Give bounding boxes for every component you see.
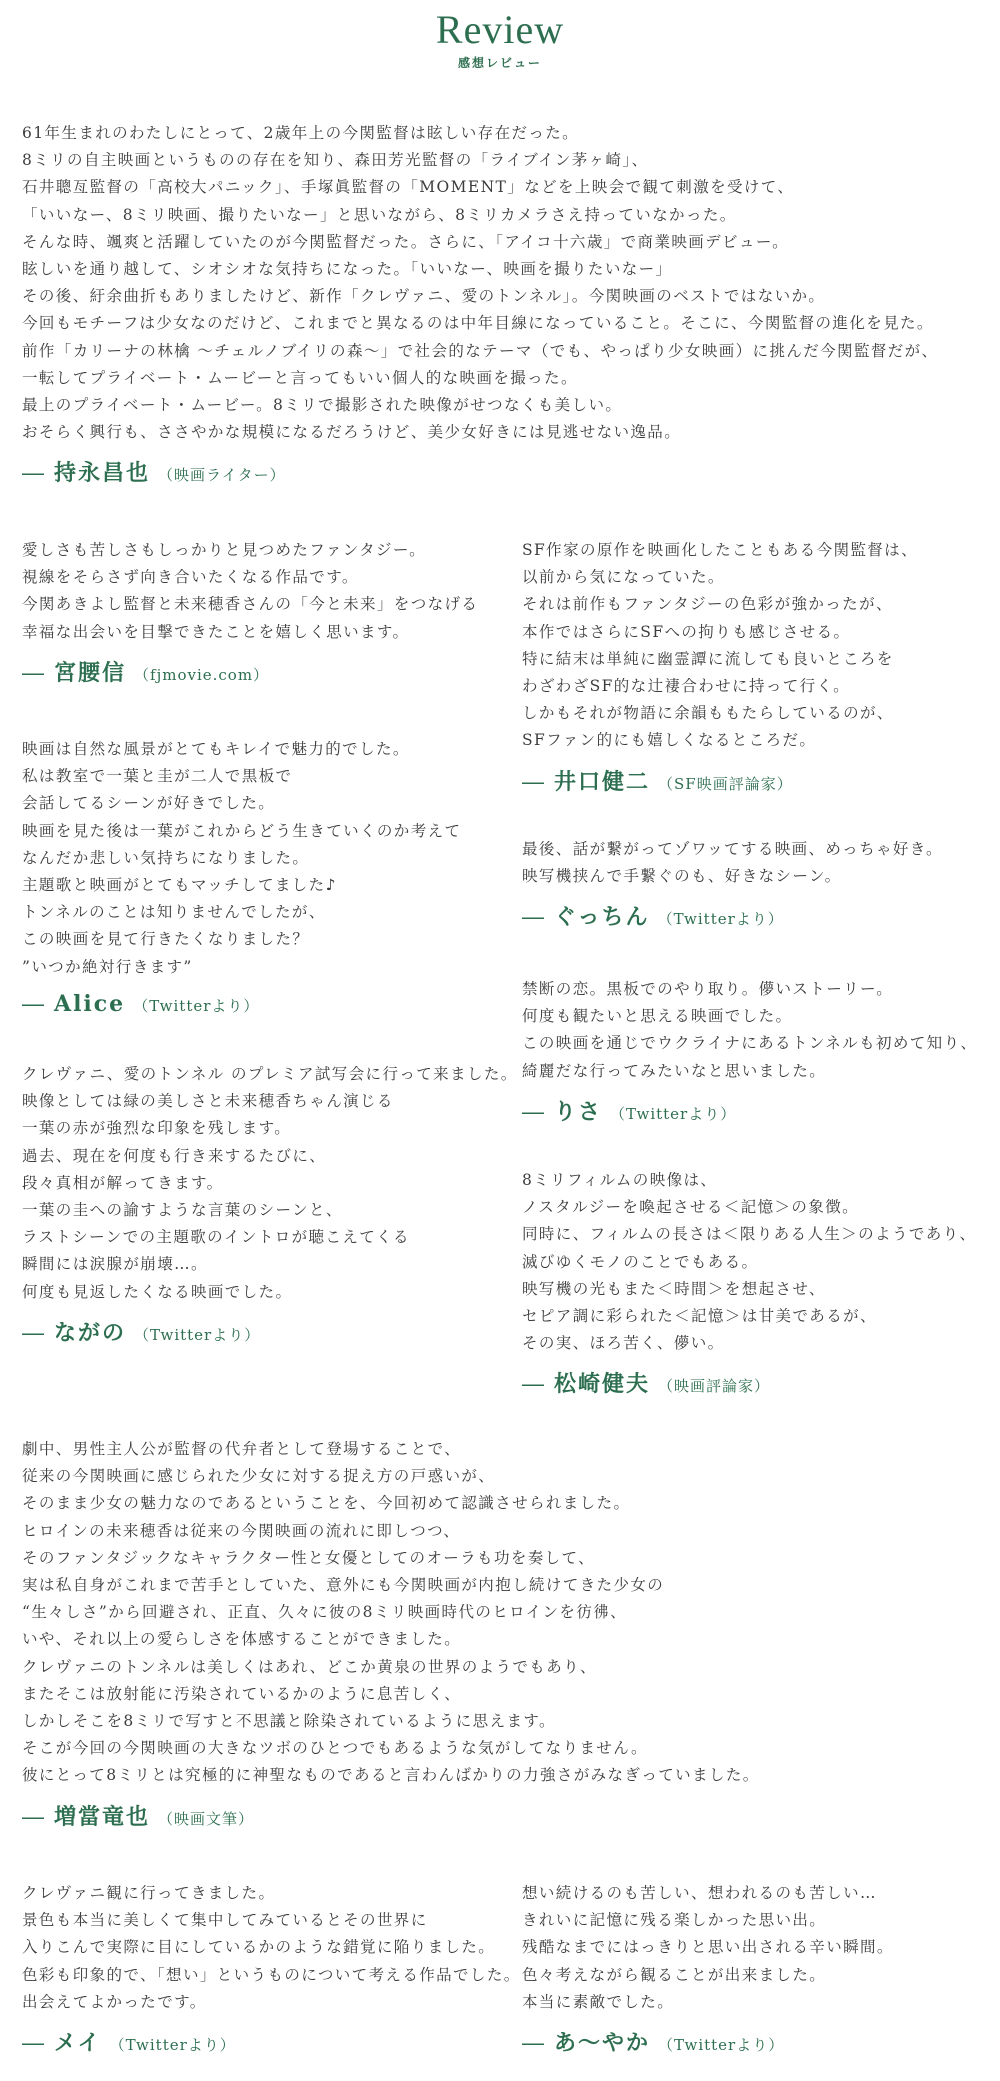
author-role: （Twitterより） xyxy=(657,910,784,929)
review-text: 想い続けるのも苦しい、想われるのも苦しい… きれいに記憶に残る楽しかった思い出。 残酷なまでにはっきりと思い出される辛い瞬間。 色々考えながら観ることが出来ました。 本当に素敵でした。 xyxy=(522,1884,894,2011)
author-role: （映画ライター） xyxy=(158,466,286,485)
review-author xyxy=(522,1095,977,1126)
review-text: SF作家の原作を映画化したこともある今関監督は、 以前から気になっていた。 それは前作もファンタジーの色彩が強かったが、 本作ではさらにSFへの拘りも感じさせる。 特に結末は単純に幽霊譚に流しても良いところを わざわざSF的な辻褄合わせに持って行く。 しかもそれが物語に余韻ももたらしているのが、 SFファン的にも嬉しくなるところだ。 xyxy=(522,541,918,750)
review-text: クレヴァニ観に行ってきました。 景色も本当に美しくて集中してみているとその世界に 入りこんで実際に目にしているかのような錯覚に陥りました。 色彩も印象的で、「想い」というものについて考える作品でした。 出会えてよかったです。 xyxy=(22,1884,521,2011)
review-author xyxy=(22,456,938,487)
review-text: 映画は自然な風景がとてもキレイで魅力的でした。 私は教室で一葉と圭が二人で黒板で 会話してるシーンが好きでした。 映画を見た後は一葉がこれからどう生きていくのか考えて なんだか悲しい気持ちになりました。 主題歌と映画がとてもマッチしてました♪ トンネルのことは知りませんでしたが、 この映画を見て行きたくなりました？ ”いつか絶対行きます” xyxy=(22,740,462,976)
author-name: 宮腰信 xyxy=(54,659,127,686)
author-dash: ― xyxy=(522,769,544,795)
author-dash: ― xyxy=(22,461,44,487)
review-text: 61年生まれのわたしにとって、2歳年上の今関監督は眩しい存在だった。 8ミリの自主映画というものの存在を知り、森田芳光監督の「ライブイン茅ヶ崎」、 石井聰亙監督の「高校大パニック」、手塚眞監督の「MOMENT」などを上映会で観て刺激を受けて、 「いいなー、8ミリ映画、撮りたいなー」と思いながら、8ミリカメラさえ持っていなかった。 そんな時、颯爽と活躍していたのが今関監督だった。さらに、「アイコ十六歳」で商業映画デビュー。 眩しいを通り越して、シオシオな気持ちになった。「いいなー、映画を撮りたいなー」 その後、紆余曲折もありましたけど、新作「クレヴァニ、愛のトンネル」。今関映画のベストではないか。 今回もモチーフは少女なのだけど、これまでと異なるのは中年目線になっていること。そこに、今関監督の進化を見た。 前作「カリーナの林檎 ～チェルノブイリの森～」で社会的なテーマ（でも、やっぱり少女映画）に挑んだ今関監督だが、 一転してプライベート・ムービーと言ってもいい個人的な映画を撮った。 最上のプライベート・ムービー。8ミリで撮影された映像がせつなくも美しい。 おそらく興行も、ささやかな規模になるだろうけど、美少女好きには見逃せない逸品。 xyxy=(22,124,939,442)
review-entry xyxy=(522,1880,894,2057)
author-role: （fjmovie.com） xyxy=(134,665,270,684)
review-text: 禁断の恋。黒板でのやり取り。儚いストーリー。 何度も観たいと思える映画でした。 この映画を通じでウクライナにあるトンネルも初めて知り、 綺麗だな行ってみたいなと思いました。 xyxy=(522,980,978,1080)
author-role: （Twitterより） xyxy=(610,1104,737,1123)
review-author xyxy=(22,1800,760,1831)
review-author xyxy=(522,1367,976,1398)
author-role: （映画評論家） xyxy=(658,1377,771,1396)
author-dash: ― xyxy=(22,1320,44,1346)
author-name: メイ xyxy=(54,2030,102,2057)
review-text: 愛しさも苦しさもしっかりと見つめたファンタジー。 視線をそらさず向き合いたくなる作品です。 今関あきよし監督と未来穂香さんの「今と未来」をつなげる 幸福な出会いを目撃できたことを嬉しく思います。 xyxy=(22,541,479,641)
review-entry xyxy=(522,1167,976,1398)
review-entry xyxy=(522,976,977,1126)
review-entry xyxy=(22,537,478,687)
author-role: （映画文筆） xyxy=(158,1809,255,1828)
author-dash: ― xyxy=(522,905,544,931)
author-role: （Twitterより） xyxy=(109,2036,236,2055)
review-text: 劇中、男性主人公が監督の代弁者として登場することで、 従来の今関映画に感じられた少女に対する捉え方の戸惑いが、 そのまま少女の魅力なのであるということを、今回初めて認識させられました。 ヒロインの未来穂香は従来の今関映画の流れに即しつつ、 そのファンタジックなキャラクター性と女優としてのオーラも功を奏して、 実は私自身がこれまで苦手としていた、意外にも今関映画が内抱し続けてきた少女の “生々しさ”から回避され、正直、久々に彼の8ミリ映画時代のヒロインを彷彿、 いや、それ以上の愛らしさを体感することができました。 クレヴァニのトンネルは美しくはあれ、どこか黄泉の世界のようでもあり、 またそこは放射能に汚染されているかのように息苦しく、 しかしそこを8ミリで写すと不思議と除染されているように思えます。 そこが今回の今関映画の大きなツボのひとつでもあるような気がしてなりません。 彼にとって8ミリとは究極的に神聖なものであると言わんばかりの力強さがみなぎっていました。 xyxy=(22,1440,760,1785)
review-entry xyxy=(22,1436,760,1831)
author-name: ぐっちん xyxy=(554,904,650,931)
review-author xyxy=(22,1316,518,1347)
review-text: 最後、話が繋がってゾワッてする映画、めっちゃ好き。 映写機挟んで手繋ぐのも、好きなシーン。 xyxy=(522,840,943,886)
author-dash: ― xyxy=(22,2031,44,2057)
author-name: Alice xyxy=(54,990,126,1017)
author-name: 松崎健夫 xyxy=(554,1371,651,1398)
review-author xyxy=(22,991,461,1017)
review-entry xyxy=(22,1061,518,1347)
author-role: （SF映画評論家） xyxy=(658,774,793,793)
review-text: クレヴァニ、愛のトンネル のプレミア試写会に行って来ました。 映像としては緑の美しさと未来穂香ちゃん演じる 一葉の赤が強烈な印象を残します。 過去、現在を何度も行き来するたびに、 段々真相が解ってきます。 一葉の圭への諭すような言葉のシーンと、 ラストシーンでの主題歌のイントロが聴こえてくる 瞬間には涙腺が崩壊…。 何度も見返したくなる映画でした。 xyxy=(22,1065,518,1301)
review-author xyxy=(522,2026,894,2057)
author-role: （Twitterより） xyxy=(134,1325,261,1344)
review-text: 8ミリフィルムの映像は、 ノスタルジーを喚起させる＜記憶＞の象徴。 同時に、フィルムの長さは＜限りある人生＞のようであり、 滅びゆくモノのことでもある。 映写機の光もまた＜時間＞を想起させ、 セピア調に彩られた＜記憶＞は甘美であるが、 その実、ほろ苦く、儚い。 xyxy=(522,1171,977,1353)
author-dash: ― xyxy=(22,660,44,686)
review-entry xyxy=(522,836,943,931)
author-role: （Twitterより） xyxy=(133,996,260,1015)
review-author xyxy=(522,900,943,931)
review-author xyxy=(22,2026,521,2057)
review-entry xyxy=(522,537,918,796)
review-author xyxy=(522,765,918,796)
author-name: 井口健二 xyxy=(554,768,651,795)
review-entry xyxy=(22,736,461,1017)
review-entry xyxy=(22,1880,521,2057)
author-dash: ― xyxy=(22,991,44,1017)
review-header xyxy=(0,8,1000,71)
author-name: 増當竜也 xyxy=(54,1803,151,1830)
author-name: ながの xyxy=(54,1319,127,1346)
author-name: あ～やか xyxy=(554,2030,651,2057)
author-dash: ― xyxy=(522,1099,544,1125)
review-entry xyxy=(22,120,938,487)
author-dash: ― xyxy=(522,2031,544,2057)
page-title: Review xyxy=(435,7,565,52)
author-role: （Twitterより） xyxy=(658,2036,785,2055)
author-name: りさ xyxy=(554,1098,603,1125)
author-dash: ― xyxy=(22,1804,44,1830)
author-dash: ― xyxy=(522,1372,544,1398)
page-subtitle: 感想レビュー xyxy=(457,56,542,70)
author-name: 持永昌也 xyxy=(54,460,151,487)
review-author xyxy=(22,656,478,687)
